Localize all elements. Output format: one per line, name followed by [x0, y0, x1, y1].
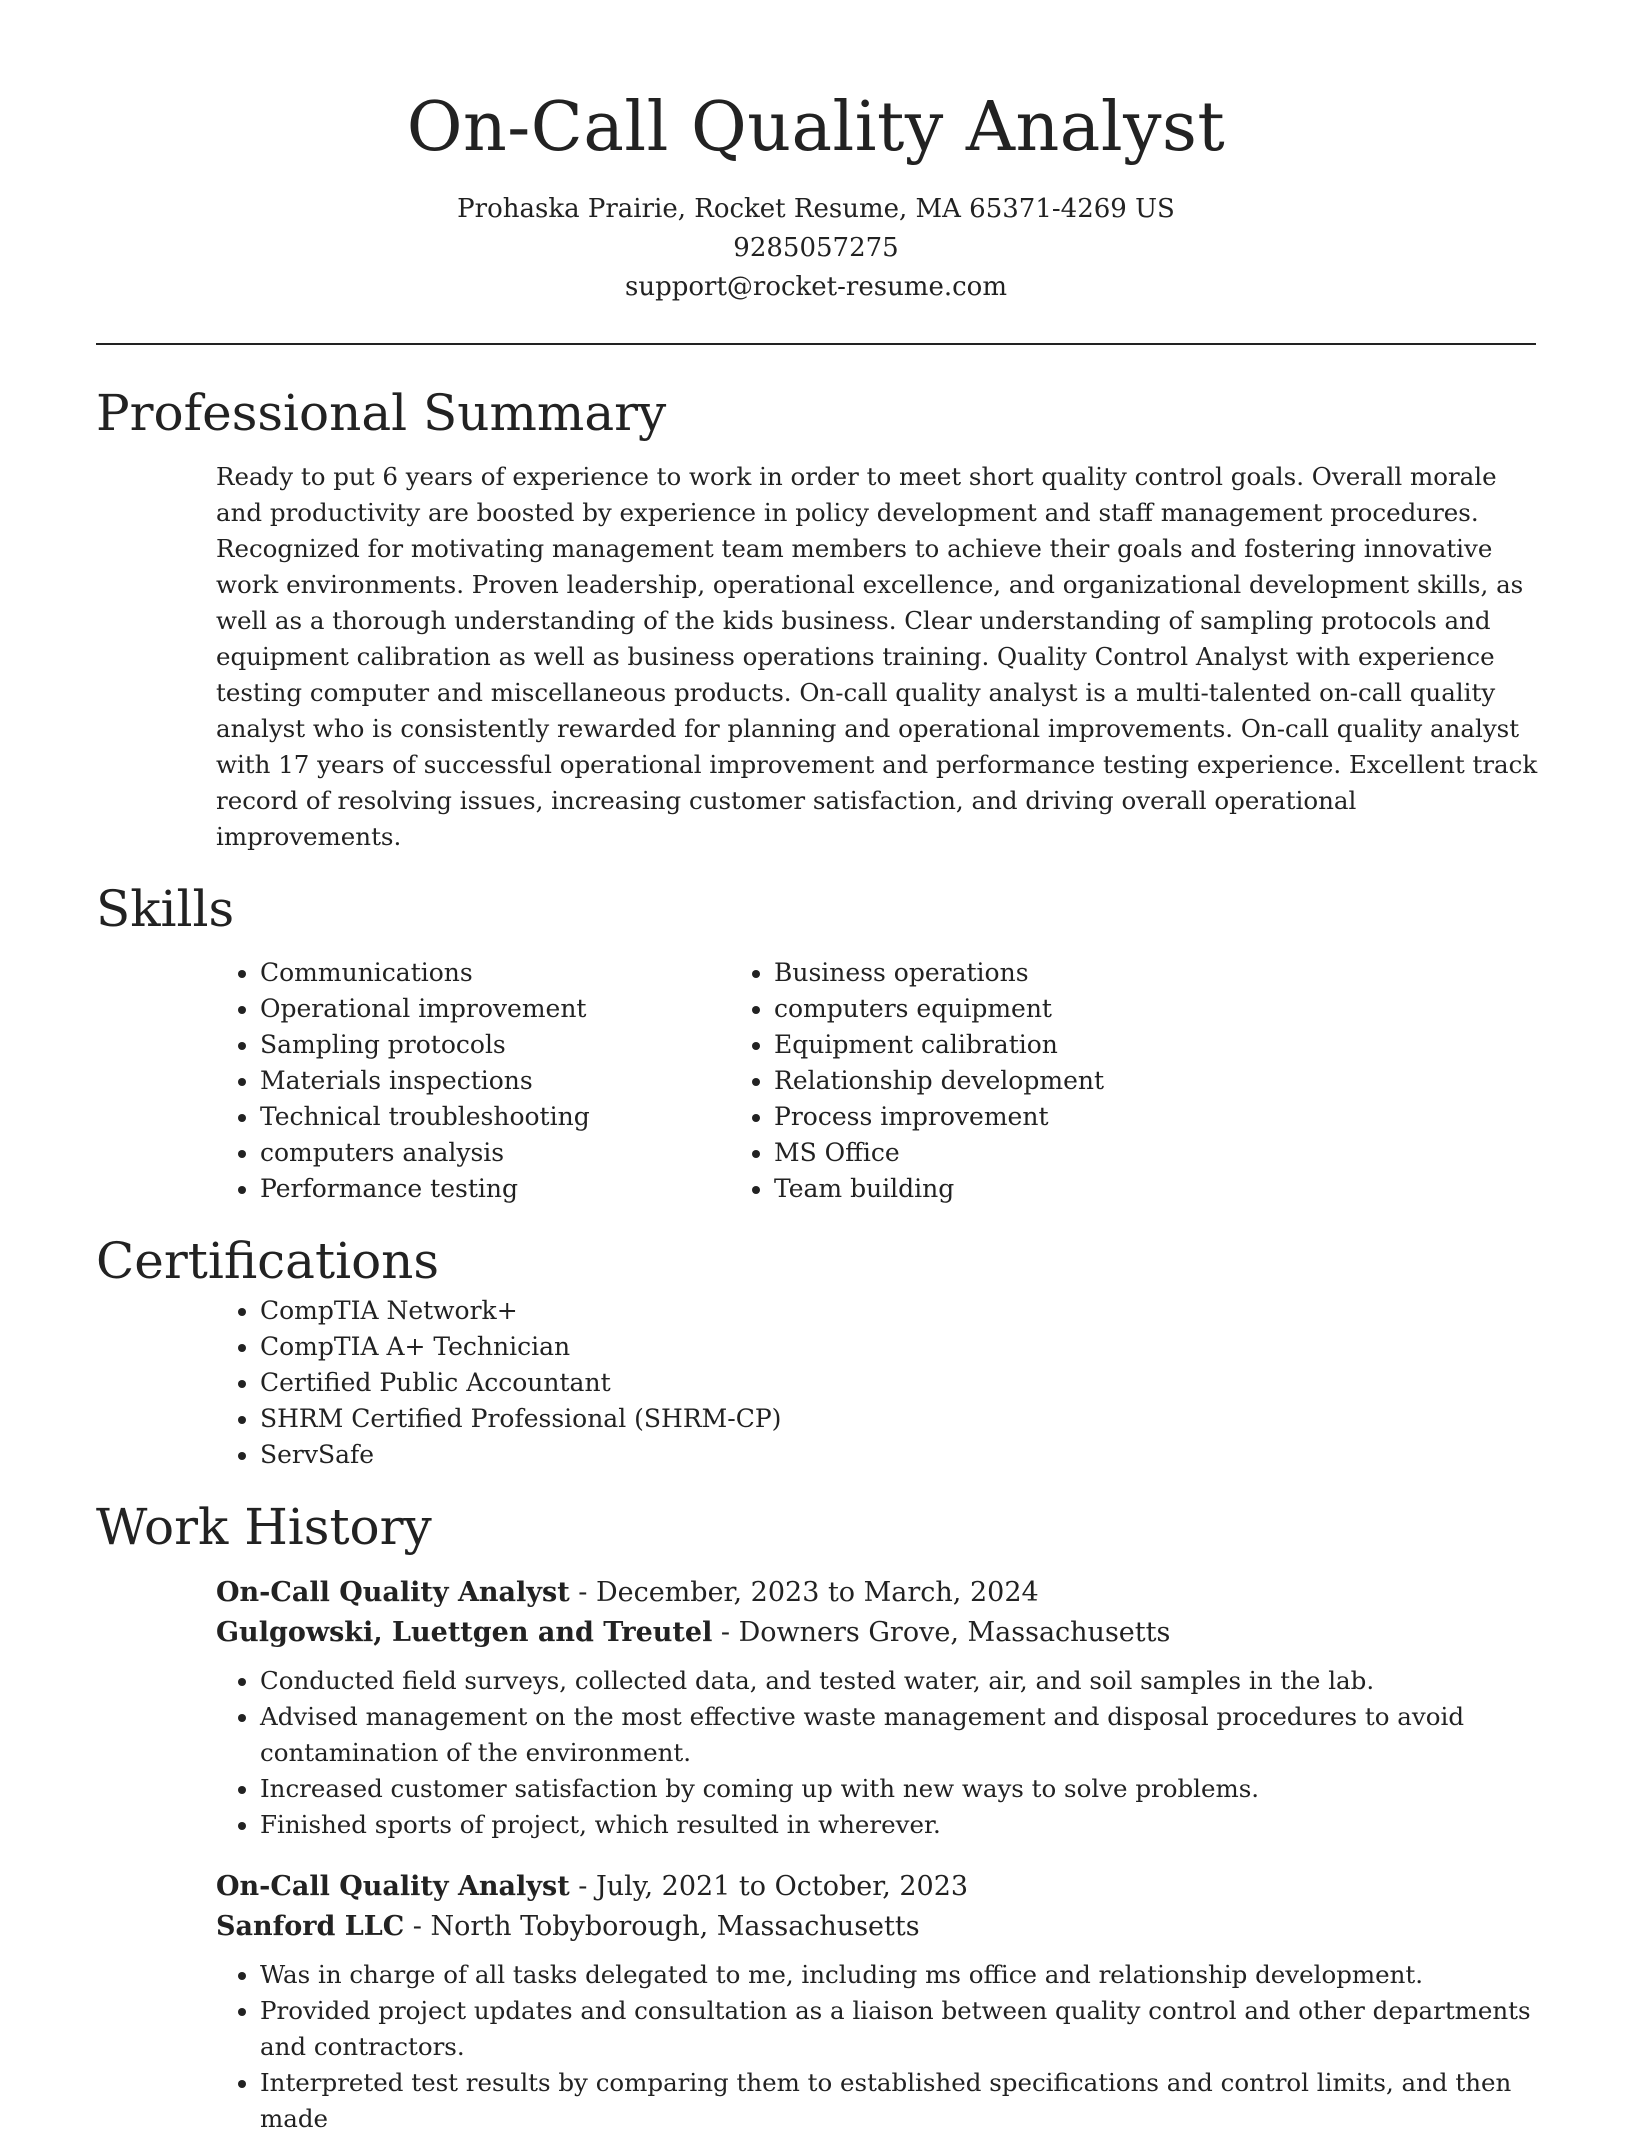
- job-title-line: [216, 1573, 1536, 1613]
- skills-columns: [96, 955, 1536, 1207]
- job-company: Gulgowski, Luettgen and Treutel: [216, 1617, 713, 1648]
- job-bullets: [216, 1957, 1550, 2137]
- skill-item: • Performance testing: [260, 1171, 746, 1207]
- certification-item: • SHRM Certified Professional (SHRM-CP): [260, 1401, 1536, 1437]
- certifications-heading: Certifications: [96, 1232, 440, 1290]
- skills-list-right: [746, 955, 1104, 1207]
- job-title-line: [216, 1867, 1536, 1907]
- summary-text: Ready to put 6 years of experience to work in order to meet short quality control goals. Overall morale and productivity are boosted by experience in policy development and staff management procedures. Recognized for motivating management team members to achieve their goals and fostering innovative work environments. Proven leadership, operational excellence, and organizational development skills, as well as a thorough understanding of the kids business. Clear understanding of sampling protocols and equipment calibration as well as business operations training. Quality Control Analyst with experience testing computer and miscellaneous products. On-call quality analyst is a multi-talented on-call quality analyst who is consistently rewarded for planning and operational improvements. On-call quality analyst with 17 years of successful operational improvement and performance testing experience. Excellent track record of resolving issues, increasing customer satisfaction, and driving overall operational improvements.: [216, 462, 1538, 851]
- skills-list-left: [96, 955, 746, 1207]
- header-divider: [96, 343, 1536, 345]
- certifications-list: [96, 1293, 1536, 1473]
- skill-item: • Equipment calibration: [774, 1027, 1104, 1063]
- job-bullet: • Finished sports of project, which resulted in wherever.: [260, 1807, 1550, 1843]
- job-role: On-Call Quality Analyst: [216, 1871, 570, 1902]
- job-company-line: [216, 1613, 1536, 1653]
- job-bullet: • Conducted field surveys, collected data, and tested water, air, and soil samples in the lab.: [260, 1663, 1550, 1699]
- job-company: Sanford LLC: [216, 1911, 405, 1942]
- job-bullet: • Interpreted test results by comparing them to established specifications and control limits, and then made: [260, 2065, 1550, 2137]
- skill-item: • Team building: [774, 1171, 1104, 1207]
- resume-header: [96, 0, 1536, 307]
- resume-page: [96, 0, 1536, 2137]
- skill-item: • Sampling protocols: [260, 1027, 746, 1063]
- address: Prohaska Prairie, Rocket Resume, MA 65371-4269 US: [457, 194, 1175, 224]
- skill-item: • Communications: [260, 955, 746, 991]
- job-dates: - December, 2023 to March, 2024: [569, 1577, 1039, 1608]
- job-location: - North Tobyborough, Massachusetts: [404, 1911, 920, 1942]
- job-bullet: • Was in charge of all tasks delegated to me, including ms office and relationship development.: [260, 1957, 1550, 1993]
- skill-item: • Operational improvement: [260, 991, 746, 1027]
- job-entry: [216, 1573, 1536, 1843]
- email: support@rocket-resume.com: [624, 272, 1007, 302]
- skill-item: • computers equipment: [774, 991, 1104, 1027]
- job-location: - Downers Grove, Massachusetts: [712, 1617, 1171, 1648]
- skill-item: • Process improvement: [774, 1099, 1104, 1135]
- skill-item: • Relationship development: [774, 1063, 1104, 1099]
- job-dates: - July, 2021 to October, 2023: [569, 1871, 969, 1902]
- phone: 9285057275: [733, 233, 899, 263]
- job-bullet: • Advised management on the most effective waste management and disposal procedures to avoid contamination of the environment.: [260, 1699, 1550, 1771]
- job-entry: [216, 1867, 1536, 2137]
- skill-item: • computers analysis: [260, 1135, 746, 1171]
- certification-item: • CompTIA Network+: [260, 1293, 1536, 1329]
- certification-item: • CompTIA A+ Technician: [260, 1329, 1536, 1365]
- skills-heading: Skills: [96, 880, 235, 938]
- job-bullets: [216, 1663, 1550, 1843]
- skill-item: • Technical troubleshooting: [260, 1099, 746, 1135]
- candidate-name: On-Call Quality Analyst: [406, 88, 1226, 167]
- job-company-line: [216, 1907, 1536, 1947]
- certification-item: • ServSafe: [260, 1437, 1536, 1473]
- certification-item: • Certified Public Accountant: [260, 1365, 1536, 1401]
- skill-item: • Materials inspections: [260, 1063, 746, 1099]
- job-role: On-Call Quality Analyst: [216, 1577, 570, 1608]
- work-history-heading: Work History: [96, 1498, 432, 1556]
- skill-item: • Business operations: [774, 955, 1104, 991]
- contact-info: [96, 190, 1536, 307]
- skill-item: • MS Office: [774, 1135, 1104, 1171]
- job-bullet: • Provided project updates and consultation as a liaison between quality control and other departments and contractors.: [260, 1993, 1550, 2065]
- job-bullet: • Increased customer satisfaction by coming up with new ways to solve problems.: [260, 1771, 1550, 1807]
- summary-heading: Professional Summary: [96, 384, 667, 442]
